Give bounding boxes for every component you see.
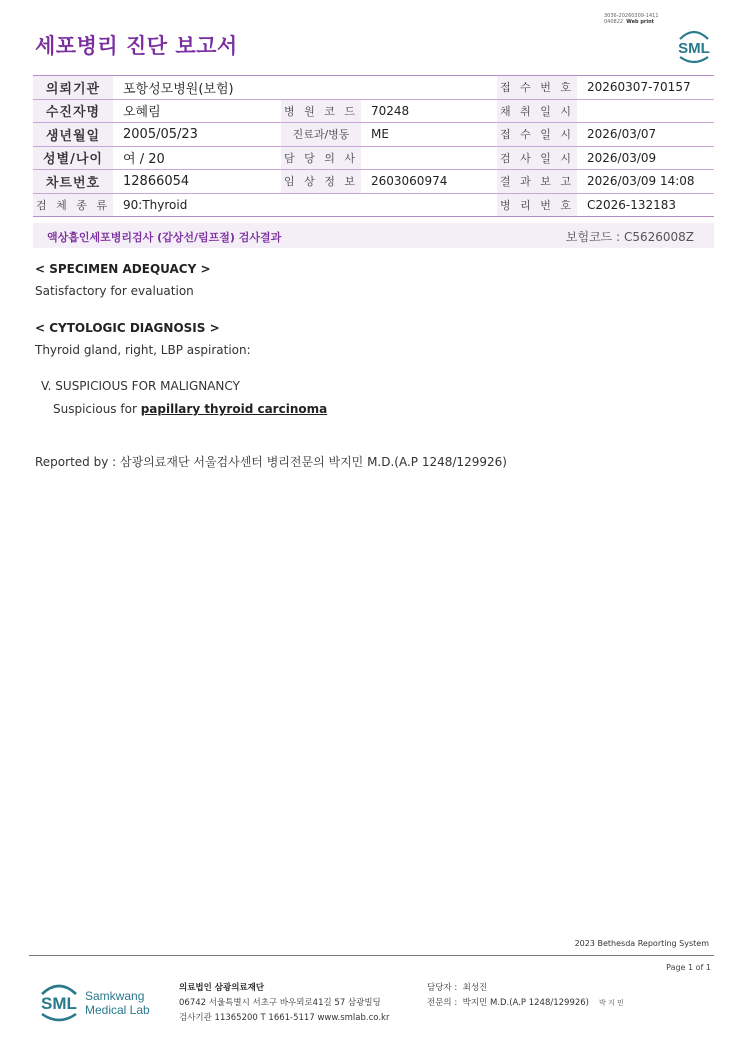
organization-info bbox=[179, 981, 389, 1026]
hospital-code: 70248 bbox=[361, 99, 497, 123]
accession-number: 20260307-70157 bbox=[577, 76, 714, 100]
patient-info-table bbox=[33, 75, 714, 217]
organization-contact: 검사기관 11365200 T 1661-5117 www.smlab.co.kr bbox=[179, 1013, 390, 1023]
brand-line1: Samkwang bbox=[85, 989, 145, 1003]
label-collection-date: 채 취 일 시 bbox=[497, 99, 577, 123]
specialist-name: 박지민 M.D.(A.P 1248/129926) bbox=[462, 998, 589, 1008]
samkwang-brand bbox=[85, 989, 150, 1017]
attending-physician bbox=[361, 146, 497, 170]
info-row bbox=[33, 193, 714, 217]
organization-address: 06742 서울특별시 서초구 바우뫼로41길 57 삼광빌딩 bbox=[179, 998, 381, 1008]
sml-logo-text: SML bbox=[678, 40, 710, 57]
collection-date bbox=[577, 99, 714, 123]
specialist-label: 전문의 : bbox=[427, 998, 458, 1008]
label-result-report: 결 과 보 고 bbox=[497, 170, 577, 194]
test-name: 액상흡인세포병리검사 (갑상선/림프절) 검사결과 bbox=[47, 231, 282, 244]
label-birth-date: 생년월일 bbox=[33, 123, 113, 147]
label-pathology-number: 병 리 번 호 bbox=[497, 193, 577, 217]
reported-by: Reported by : 삼광의료재단 서울검사센터 병리전문의 박지민 M.D.(A.P 1248/129926) bbox=[35, 455, 507, 469]
label-department-ward: 진료과/병동 bbox=[281, 123, 361, 147]
requesting-institution: 포항성모병원(보험) bbox=[113, 76, 497, 100]
label-clinical-info: 임 상 정 보 bbox=[281, 170, 361, 194]
print-ref-line1: 3036-20260309-1411 bbox=[604, 13, 659, 19]
result-report-time: 2026/03/09 14:08 bbox=[577, 170, 714, 194]
label-patient-name: 수진자명 bbox=[33, 99, 113, 123]
diagnosis-site: Thyroid gland, right, LBP aspiration: bbox=[35, 343, 251, 357]
test-result-band bbox=[33, 223, 714, 248]
label-accession-number: 접 수 번 호 bbox=[497, 76, 577, 100]
staff-label: 담당자 : bbox=[427, 983, 458, 993]
footer-logo-text: SML bbox=[41, 994, 77, 1013]
pathology-number: C2026-132183 bbox=[577, 193, 714, 217]
print-ref-line2: 040822 bbox=[604, 19, 624, 25]
sml-logo bbox=[674, 27, 714, 65]
staff-name: 최성진 bbox=[462, 983, 488, 993]
info-row bbox=[33, 123, 714, 147]
diagnostic-category: V. SUSPICIOUS FOR MALIGNANCY bbox=[41, 379, 240, 393]
label-specimen-type: 검 체 종 류 bbox=[33, 193, 113, 217]
test-date: 2026/03/09 bbox=[577, 146, 714, 170]
label-hospital-code: 병 원 코 드 bbox=[281, 99, 361, 123]
web-print-label: Web print bbox=[626, 19, 655, 25]
insurance-code: 보험코드 : C5626008Z bbox=[565, 230, 694, 244]
diagnosis-heading: < CYTOLOGIC DIAGNOSIS > bbox=[35, 321, 220, 335]
label-sex-age: 성별/나이 bbox=[33, 146, 113, 170]
label-received-date: 접 수 일 시 bbox=[497, 123, 577, 147]
clinical-info: 2603060974 bbox=[361, 170, 497, 194]
samkwang-logo bbox=[35, 980, 83, 1024]
suspicious-prefix: Suspicious for bbox=[53, 402, 141, 416]
adequacy-heading: < SPECIMEN ADEQUACY > bbox=[35, 262, 211, 276]
label-chart-number: 차트번호 bbox=[33, 170, 113, 194]
birth-date: 2005/05/23 bbox=[113, 123, 281, 147]
received-date: 2026/03/07 bbox=[577, 123, 714, 147]
signature: 박 지 민 bbox=[599, 999, 624, 1007]
department-ward: ME bbox=[361, 123, 497, 147]
print-reference bbox=[604, 13, 714, 25]
label-requesting-institution: 의뢰기관 bbox=[33, 76, 113, 100]
organization-name: 의료법인 삼광의료재단 bbox=[179, 983, 265, 993]
label-attending-physician: 담 당 의 사 bbox=[281, 146, 361, 170]
report-title: 세포병리 진단 보고서 bbox=[35, 34, 238, 58]
reporting-system: 2023 Bethesda Reporting System bbox=[574, 939, 709, 948]
sex-age: 여 / 20 bbox=[113, 146, 281, 170]
patient-name: 오혜림 bbox=[113, 99, 281, 123]
adequacy-text: Satisfactory for evaluation bbox=[35, 284, 194, 298]
info-row bbox=[33, 76, 714, 100]
suspicious-term: papillary thyroid carcinoma bbox=[140, 402, 328, 416]
info-row bbox=[33, 99, 714, 123]
chart-number: 12866054 bbox=[113, 170, 281, 194]
brand-line2: Medical Lab bbox=[85, 1003, 150, 1017]
page-number: Page 1 of 1 bbox=[666, 963, 711, 972]
info-row bbox=[33, 146, 714, 170]
suspicious-line bbox=[53, 402, 327, 416]
staff-info bbox=[427, 981, 624, 1011]
label-test-date: 검 사 일 시 bbox=[497, 146, 577, 170]
footer-divider bbox=[29, 955, 714, 956]
specimen-type: 90:Thyroid bbox=[113, 193, 497, 217]
info-row bbox=[33, 170, 714, 194]
